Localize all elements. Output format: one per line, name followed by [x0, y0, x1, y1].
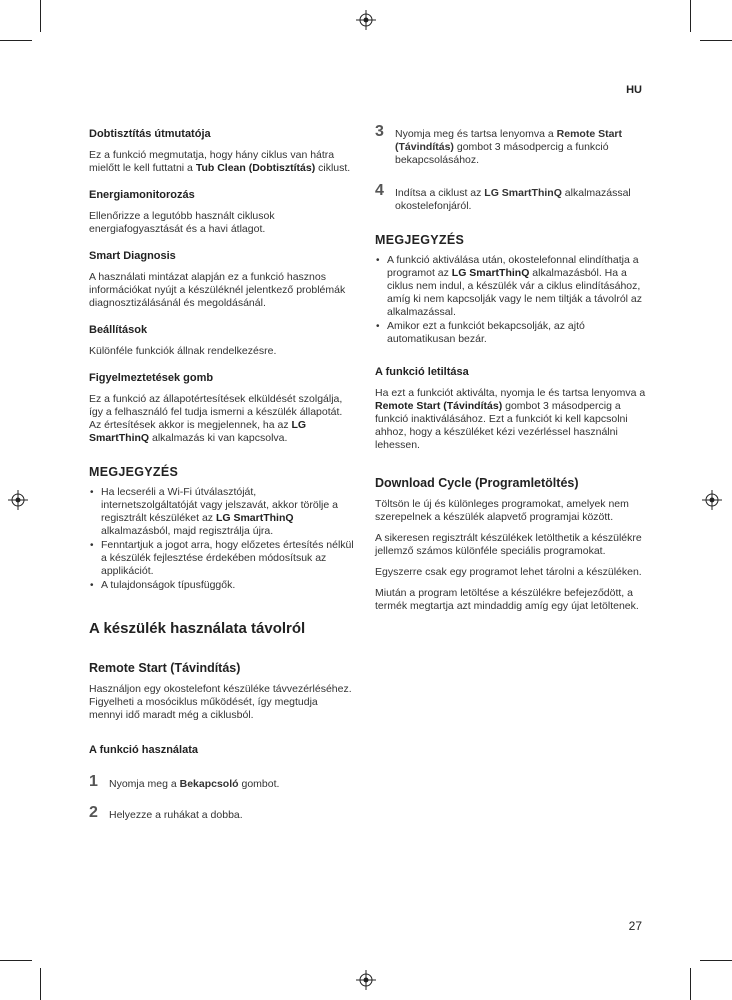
- download-text-1: Töltsön le új és különleges programokat, amelyek nem szerepelnek a készülék alapvető programjai között.: [375, 498, 629, 523]
- settings-text: Különféle funkciók állnak rendelkezésre.: [89, 345, 277, 357]
- crop-mark: [700, 40, 732, 41]
- step-4: 4 Indítsa a ciklust az LG SmartThinQ alkalmazással okostelefonjáról.: [375, 182, 631, 212]
- step-number: 1: [89, 773, 98, 790]
- list-item: • A funkció aktiválása után, okostelefonnal elindíthatja a programot az LG SmartThinQ alkalmazásból. Ha a ciklus nem indul, a készülék vár a ciklus elindításához, amíg ki nem kapcsolják vagy le nem tiltják a távolról az alkalmazással.: [375, 254, 647, 319]
- section-title-smart-diagnosis: Smart Diagnosis: [89, 250, 176, 262]
- crop-mark: [0, 960, 32, 961]
- disable-text: Ha ezt a funkciót aktiválta, nyomja le és tartsa lenyomva a Remote Start (Távindítás) gombot 3 másodpercig a funkció inaktiválásához. Ezt a funkciót ki kell kapcsolni ahhoz, hogy a készüléket kézi vezérléssel használni lehessen.: [375, 387, 646, 451]
- right-column: [375, 123, 647, 627]
- page-number: 27: [628, 919, 642, 933]
- tub-clean-guide-text: Ez a funkció megmutatja, hogy hány ciklus van hátra mielőtt le kell futtatni a Tub Clean (Dobtisztítás) ciklust.: [89, 149, 351, 174]
- remote-start-text: Használjon egy okostelefont készüléke távvezérléséhez. Figyelheti a mosóciklus működését, így megtudja mennyi idő maradt még a ciklusból.: [89, 683, 352, 721]
- crop-mark: [0, 40, 32, 41]
- main-section-title: A készülék használata távolról: [89, 620, 306, 637]
- crop-mark: [690, 968, 691, 1000]
- download-text-3: Egyszerre csak egy programot lehet tárolni a készüléken.: [375, 566, 642, 578]
- step-number: 2: [89, 804, 98, 821]
- section-title-notifications: Figyelmeztetések gomb: [89, 372, 214, 384]
- section-title-energy-monitoring: Energiamonitorozás: [89, 189, 195, 201]
- section-title-download-cycle: Download Cycle (Programletöltés): [375, 476, 579, 490]
- download-text-4: Miután a program letöltése a készülékre befejeződött, a termék megtartja azt mindaddig amíg egy újat letöltenek.: [375, 587, 639, 612]
- smart-diagnosis-text: A használati mintázat alapján ez a funkció hasznos információkat nyújt a készüléknél jelentkező problémák diagnosztizálásánál és megoldásánál.: [89, 271, 346, 309]
- list-item: • Ha lecseréli a Wi-Fi útválasztóját, internetszolgáltatóját vagy jelszavát, akkor törölje a regisztrált készüléket az LG SmartThinQ alkalmazásból, majd regisztrálja újra.: [89, 486, 354, 538]
- crop-mark: [40, 968, 41, 1000]
- step-number: 4: [375, 182, 384, 199]
- step-1: 1 Nyomja meg a Bekapcsoló gombot.: [89, 773, 280, 790]
- crop-mark: [690, 0, 691, 32]
- registration-mark-icon: [356, 970, 376, 990]
- registration-mark-icon: [8, 490, 28, 510]
- language-code: HU: [626, 84, 642, 96]
- list-item: • Fenntartjuk a jogot arra, hogy előzetes értesítés nélkül a készülék fejlesztése érdekében módosítsuk az applikációt.: [89, 539, 354, 578]
- crop-mark: [40, 0, 41, 32]
- note-title: MEGJEGYZÉS: [375, 233, 465, 247]
- registration-mark-icon: [356, 10, 376, 30]
- left-column: [89, 128, 354, 822]
- download-text-2: A sikeresen regisztrált készülékek letölthetik a készülékre jellemző számos különféle speciális programokat.: [375, 532, 642, 557]
- crop-mark: [700, 960, 732, 961]
- registration-mark-icon: [702, 490, 722, 510]
- note-list: [375, 254, 647, 346]
- note-list: [89, 486, 354, 592]
- section-title-disable: A funkció letiltása: [375, 366, 469, 378]
- list-item: • Amikor ezt a funkciót bekapcsolják, az ajtó automatikusan bezár.: [375, 320, 647, 346]
- section-title-remote-start: Remote Start (Távindítás): [89, 661, 241, 675]
- step-3: 3 Nyomja meg és tartsa lenyomva a Remote Start (Távindítás) gombot 3 másodpercig a funkció bekapcsolásához.: [375, 123, 623, 166]
- section-title-tub-clean-guide: Dobtisztítás útmutatója: [89, 128, 211, 140]
- section-title-usage: A funkció használata: [89, 744, 199, 756]
- energy-monitoring-text: Ellenőrizze a legutóbb használt ciklusok energiafogyasztását és a havi átlagot.: [89, 210, 275, 235]
- step-number: 3: [375, 123, 384, 140]
- notifications-text: Ez a funkció az állapotértesítések elküldését szolgálja, így a felhasználó fel tudja ismerni a készülék állapotát. Az értesítések akkor is megjelennek, ha az LG SmartThinQ alkalmazás ki van kapcsolva.: [89, 393, 343, 444]
- section-title-settings: Beállítások: [89, 324, 148, 336]
- list-item: • A tulajdonságok típusfüggők.: [89, 579, 354, 592]
- note-title: MEGJEGYZÉS: [89, 465, 179, 479]
- step-2: 2 Helyezze a ruhákat a dobba.: [89, 804, 243, 821]
